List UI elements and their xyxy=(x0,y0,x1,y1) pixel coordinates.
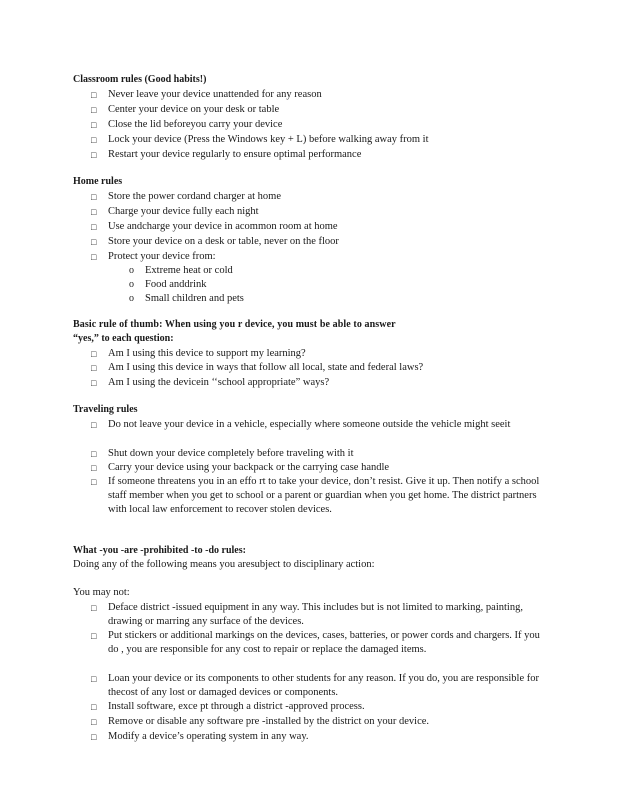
prohibited-rules-heading: What -you -are -prohibited -to -do rules: xyxy=(73,545,246,556)
bullet-icon: □ xyxy=(91,674,97,684)
bullet-icon: □ xyxy=(91,252,97,262)
bullet-icon: □ xyxy=(91,120,97,130)
classroom-rules-heading: Classroom rules (Good habits!) xyxy=(73,74,207,85)
bullet-icon: □ xyxy=(91,349,97,359)
bullet-icon: □ xyxy=(91,150,97,160)
bullet-icon: □ xyxy=(91,207,97,217)
bullet-icon: □ xyxy=(91,603,97,613)
home-rules-heading: Home rules xyxy=(73,176,123,187)
bullet-icon: □ xyxy=(91,732,97,742)
bullet-icon: □ xyxy=(91,631,97,641)
prohibited-intro: Doing any of the following means you aresubject to disciplinary action: xyxy=(73,559,375,570)
bullet-icon: □ xyxy=(91,237,97,247)
traveling-rules-heading: Traveling rules xyxy=(73,404,138,415)
basic-rule-heading: Basic rule of thumb: When using you r device, you must be able to answer xyxy=(73,319,396,330)
bullet-icon: □ xyxy=(91,363,97,373)
bullet-icon: □ xyxy=(91,192,97,202)
bullet-icon: □ xyxy=(91,105,97,115)
bullet-icon: □ xyxy=(91,463,97,473)
bullet-icon: □ xyxy=(91,449,97,459)
circle-bullet-icon: o xyxy=(129,293,134,304)
basic-rule-heading-continued: “yes,” to each question: xyxy=(73,333,174,344)
bullet-icon: □ xyxy=(91,135,97,145)
bullet-icon: □ xyxy=(91,378,97,388)
circle-bullet-icon: o xyxy=(129,279,134,290)
bullet-icon: □ xyxy=(91,717,97,727)
bullet-icon: □ xyxy=(91,477,97,487)
bullet-icon: □ xyxy=(91,90,97,100)
document-page: Classroom rules (Good habits!) □ Never leave your device unattended for any reason □ Center your device on your desk or table □ Close the lid beforeyou carry your device □ Lock your device (Press the Windows key + L) before walking away from it □ Restart your device regularly to ensure optimal performance Home rules □ Store the power cordand charger at home □ Charge your device fully each night □ Use andcharge your device in acommon room at home □ Store your device on a desk or table, never on the floor □ Protect your device from: o Extreme heat or cold o Food anddrink o Small children and pets Basic rule of thumb: When using you r device, you must be able to answer “yes,” to each question: □ Am I using this device to support my learning? □ Am I using this device in ways that follow all local, state and federal laws? □ Am I using the devicein ‘‘school appropriate” ways? Traveling rules □ Do not leave your device in a vehicle, especially where someone outside the vehicle might seeit □ Shut down your device completely before traveling with it □ Carry your device using your backpack or the carrying case handle □ If someone threatens you in an effo rt to take your device, don’t resist. Give it up. Then notify a school staff member when you get to school or a parent or guardian when you get home. The district partners with local law enforcement to recover stolen devices. What -you -are -prohibited -to -do rules: Doing any of the following means you aresubject to disciplinary action: You may not: □ Deface district -issued equipment in any way. This includes but is not limited to marking, painting, drawing or marring any surface of the devices. □ Put stickers or additional markings on the devices, cases, batteries, or power cords and chargers. If you do , you are responsible for any cost to repair or replace the damaged items. □ Loan your device or its components to other students for any reason. If you do, you are responsible for thecost of any lost or damaged devices or components. □ Install software, exce pt through a district -approved process. □ Remove or disable any software pre -installed by the district on your device. □ Modify a device’s operating system in any way. xyxy=(73,74,540,742)
bullet-icon: □ xyxy=(91,420,97,430)
bullet-icon: □ xyxy=(91,222,97,232)
bullet-icon: □ xyxy=(91,702,97,712)
you-may-not-label: You may not: xyxy=(73,587,130,598)
circle-bullet-icon: o xyxy=(129,265,134,276)
